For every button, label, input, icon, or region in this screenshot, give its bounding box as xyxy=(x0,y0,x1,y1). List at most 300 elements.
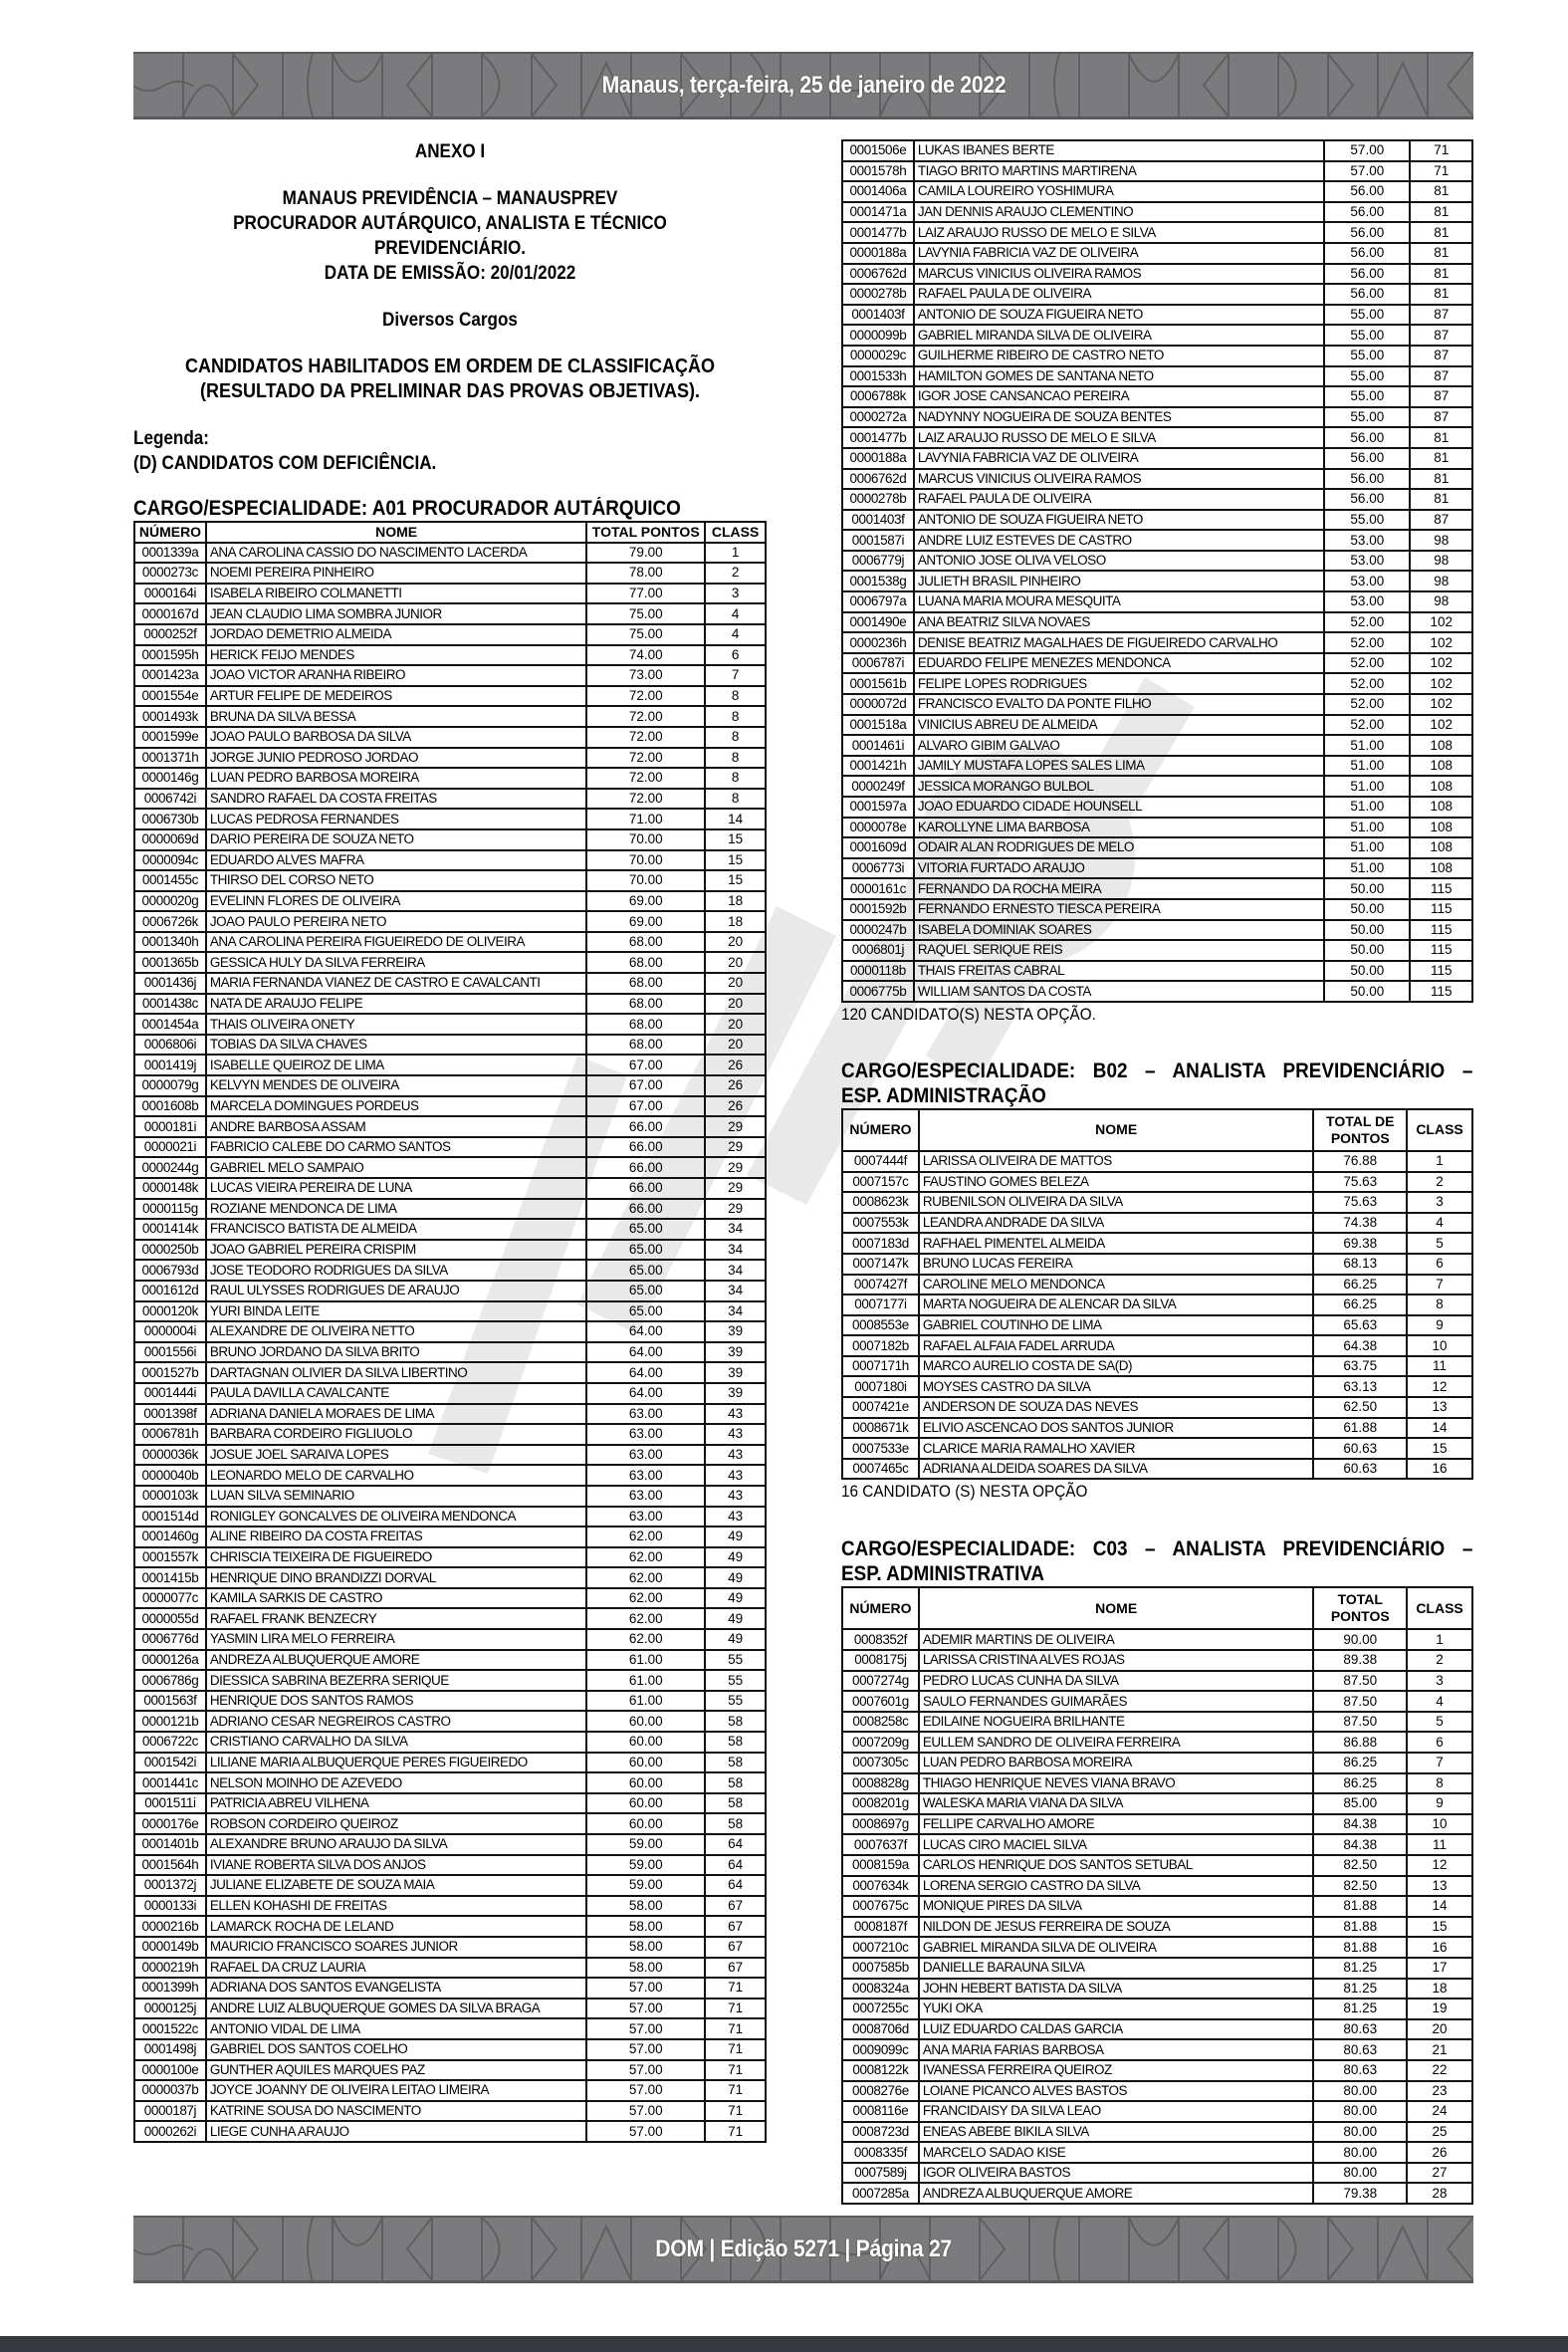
table-row xyxy=(842,776,1472,797)
total-points: 72.00 xyxy=(586,748,705,769)
total-points: 64.00 xyxy=(586,1321,705,1342)
candidate-number: 0008324a xyxy=(842,1979,919,1999)
candidate-name: DIESSICA SABRINA BEZERRA SERIQUE xyxy=(206,1670,586,1691)
classification: 8 xyxy=(705,706,766,727)
table-row xyxy=(134,952,766,973)
issue-date: DATA DE EMISSÃO: 20/01/2022 xyxy=(324,263,576,284)
classification: 81 xyxy=(1410,202,1472,223)
classification: 102 xyxy=(1410,673,1472,694)
candidate-number: 0007147k xyxy=(842,1254,919,1275)
classification: 34 xyxy=(705,1219,766,1240)
classification: 58 xyxy=(705,1732,766,1753)
classification: 20 xyxy=(705,1014,766,1035)
candidate-number: 0006779j xyxy=(842,551,914,572)
table-row xyxy=(134,1116,766,1137)
candidate-number: 0000247b xyxy=(842,920,914,941)
classification: 34 xyxy=(705,1240,766,1261)
candidate-name: LAIZ ARAUJO RUSSO DE MELO E SILVA xyxy=(914,222,1324,243)
table-row xyxy=(842,1418,1472,1439)
table-row xyxy=(842,837,1472,858)
table-row xyxy=(842,899,1472,920)
section-title-b02: CARGO/ESPECIALIDADE: B02 – ANALISTA PREVIDENCIÁRIO – xyxy=(841,1058,1473,1082)
candidate-number: 0000167d xyxy=(134,603,206,624)
candidate-number: 0007210c xyxy=(842,1937,919,1958)
candidate-name: ANDREZA ALBUQUERQUE AMORE xyxy=(206,1650,586,1671)
candidate-name: RONIGLEY GONCALVES DE OLIVEIRA MENDONCA xyxy=(206,1507,586,1528)
candidate-name: MARCUS VINICIUS OLIVEIRA RAMOS xyxy=(914,264,1324,285)
candidate-number: 0000188a xyxy=(842,448,914,469)
candidate-name: ANA BEATRIZ SILVA NOVAES xyxy=(914,612,1324,633)
classification: 26 xyxy=(705,1075,766,1096)
classification: 58 xyxy=(705,1753,766,1773)
total-points: 64.38 xyxy=(1313,1335,1407,1356)
candidate-number: 0001612d xyxy=(134,1281,206,1301)
classification: 55 xyxy=(705,1691,766,1712)
total-points: 50.00 xyxy=(1324,899,1410,920)
total-points: 69.38 xyxy=(1313,1233,1407,1254)
table-row xyxy=(842,1438,1472,1459)
candidate-name: ADRIANO CESAR NEGREIROS CASTRO xyxy=(206,1711,586,1732)
candidate-name: THIAGO HENRIQUE NEVES VIANA BRAVO xyxy=(919,1773,1314,1794)
left-column xyxy=(133,139,767,2143)
classification: 20 xyxy=(1407,2019,1472,2040)
candidate-number: 0008671k xyxy=(842,1418,919,1439)
classification: 20 xyxy=(705,952,766,973)
total-points: 61.88 xyxy=(1313,1418,1407,1439)
total-points: 51.00 xyxy=(1324,818,1410,838)
total-points: 51.00 xyxy=(1324,735,1410,756)
candidate-name: LAVYNIA FABRICIA VAZ DE OLIVEIRA xyxy=(914,448,1324,469)
candidate-number: 0000120k xyxy=(134,1301,206,1322)
total-points: 65.00 xyxy=(586,1219,705,1240)
total-points: 81.88 xyxy=(1313,1937,1407,1958)
candidate-number: 0008122k xyxy=(842,2060,919,2081)
candidate-name: EULLEM SANDRO DE OLIVEIRA FERREIRA xyxy=(919,1732,1314,1753)
candidate-number: 0008276e xyxy=(842,2081,919,2102)
classification: 64 xyxy=(705,1855,766,1876)
candidate-name: CARLOS HENRIQUE DOS SANTOS SETUBAL xyxy=(919,1855,1314,1876)
candidate-name: LUKAS IBANES BERTE xyxy=(914,140,1324,161)
positions-line-cont: PREVIDENCIÁRIO. xyxy=(373,238,527,259)
candidate-name: HAMILTON GOMES DE SANTANA NETO xyxy=(914,366,1324,387)
table-row xyxy=(134,1240,766,1261)
classification: 108 xyxy=(1410,756,1472,777)
candidate-number: 0000126a xyxy=(134,1650,206,1671)
candidate-name: GUNTHER AQUILES MARQUES PAZ xyxy=(206,2060,586,2081)
classification: 23 xyxy=(1407,2081,1472,2102)
classification: 7 xyxy=(1407,1275,1472,1295)
classification: 71 xyxy=(705,1999,766,2019)
classification: 8 xyxy=(705,686,766,707)
candidate-number: 0000181i xyxy=(134,1116,206,1137)
table-row xyxy=(134,2039,766,2060)
candidate-number: 0006801j xyxy=(842,940,914,961)
classification: 27 xyxy=(1407,2163,1472,2184)
candidate-name: LIEGE CUNHA ARAUJO xyxy=(206,2121,586,2142)
classification: 115 xyxy=(1410,940,1472,961)
total-points: 74.00 xyxy=(586,645,705,666)
table-row xyxy=(842,735,1472,756)
candidate-number: 0001471a xyxy=(842,202,914,223)
candidate-name: THAIS OLIVEIRA ONETY xyxy=(206,1014,586,1035)
table-row xyxy=(134,1875,766,1896)
candidate-number: 0000100e xyxy=(134,2060,206,2081)
classification: 43 xyxy=(705,1507,766,1528)
classification: 28 xyxy=(1407,2183,1472,2204)
table-row xyxy=(134,1445,766,1466)
classification: 108 xyxy=(1410,797,1472,818)
candidate-number: 0007255c xyxy=(842,1999,919,2019)
classification: 10 xyxy=(1407,1335,1472,1356)
total-points: 71.00 xyxy=(586,809,705,829)
table-row xyxy=(842,612,1472,633)
classification: 15 xyxy=(1407,1917,1472,1938)
classification: 4 xyxy=(1407,1213,1472,1234)
total-points: 51.00 xyxy=(1324,776,1410,797)
candidate-number: 0000146g xyxy=(134,768,206,789)
classification: 25 xyxy=(1407,2122,1472,2143)
candidate-name: LORENA SERGIO CASTRO DA SILVA xyxy=(919,1876,1314,1897)
total-points: 86.88 xyxy=(1313,1732,1407,1753)
table-row xyxy=(134,1896,766,1917)
candidate-name: IGOR JOSE CANSANCAO PEREIRA xyxy=(914,386,1324,407)
table-row xyxy=(842,1294,1472,1315)
total-points: 60.00 xyxy=(586,1813,705,1834)
classification: 58 xyxy=(705,1813,766,1834)
candidate-name: CLARICE MARIA RAMALHO XAVIER xyxy=(919,1438,1313,1459)
table-row xyxy=(134,727,766,748)
classification: 12 xyxy=(1407,1376,1472,1397)
candidate-name: ANDREZA ALBUQUERQUE AMORE xyxy=(919,2183,1314,2204)
total-points: 82.50 xyxy=(1313,1855,1407,1876)
classification: 87 xyxy=(1410,325,1472,346)
classification: 71 xyxy=(705,2018,766,2039)
candidate-number: 0001461i xyxy=(842,735,914,756)
table-row xyxy=(134,932,766,953)
candidate-name: EDUARDO ALVES MAFRA xyxy=(206,850,586,871)
candidate-number: 0000077c xyxy=(134,1588,206,1609)
table-row xyxy=(134,829,766,850)
candidate-name: EVELINN FLORES DE OLIVEIRA xyxy=(206,891,586,912)
col-header-number: NÚMERO xyxy=(842,1587,919,1629)
total-points: 63.00 xyxy=(586,1424,705,1445)
candidate-name: MAURICIO FRANCISCO SOARES JUNIOR xyxy=(206,1937,586,1958)
total-points: 84.38 xyxy=(1313,1834,1407,1855)
candidate-name: YASMIN LIRA MELO FERREIRA xyxy=(206,1629,586,1650)
candidate-number: 0006793d xyxy=(134,1260,206,1281)
table-row xyxy=(134,1691,766,1712)
classification: 39 xyxy=(705,1362,766,1383)
subtitle: Diversos Cargos xyxy=(382,310,518,331)
candidate-number: 0001609d xyxy=(842,837,914,858)
candidate-number: 0007533e xyxy=(842,1438,919,1459)
table-row xyxy=(842,632,1472,653)
classification: 1 xyxy=(1407,1151,1472,1172)
classification: 3 xyxy=(1407,1671,1472,1692)
classification: 102 xyxy=(1410,715,1472,736)
candidate-name: ANDRE BARBOSA ASSAM xyxy=(206,1116,586,1137)
table-row xyxy=(134,2121,766,2142)
candidate-name: NADYNNY NOGUEIRA DE SOUZA BENTES xyxy=(914,407,1324,428)
classification: 67 xyxy=(705,1896,766,1917)
table-row xyxy=(134,1588,766,1609)
candidate-number: 0001399h xyxy=(134,1978,206,1999)
candidate-name: JOAO PAULO PEREIRA NETO xyxy=(206,911,586,932)
candidate-name: FERNANDO ERNESTO TIESCA PEREIRA xyxy=(914,899,1324,920)
candidate-name: MARCUS VINICIUS OLIVEIRA RAMOS xyxy=(914,469,1324,490)
candidate-name: ANTONIO VIDAL DE LIMA xyxy=(206,2018,586,2039)
total-points: 80.63 xyxy=(1313,2039,1407,2060)
candidate-name: YURI BINDA LEITE xyxy=(206,1301,586,1322)
classification: 22 xyxy=(1407,2060,1472,2081)
col-header-class: CLASS xyxy=(1407,1587,1472,1629)
total-points: 79.38 xyxy=(1313,2183,1407,2204)
total-points: 66.25 xyxy=(1313,1294,1407,1315)
classification: 43 xyxy=(705,1486,766,1507)
candidate-name: THIRSO DEL CORSO NETO xyxy=(206,870,586,891)
total-points: 52.00 xyxy=(1324,632,1410,653)
col-header-name: NOME xyxy=(919,1587,1314,1629)
table-row xyxy=(134,1281,766,1301)
table-row xyxy=(134,1301,766,1322)
candidate-name: ADRIANA DOS SANTOS EVANGELISTA xyxy=(206,1978,586,1999)
candidate-name: ALVARO GIBIM GALVAO xyxy=(914,735,1324,756)
candidate-number: 0008116e xyxy=(842,2101,919,2122)
candidate-number: 0001498j xyxy=(134,2039,206,2060)
classification: 29 xyxy=(705,1116,766,1137)
table-row xyxy=(842,489,1472,510)
total-points: 52.00 xyxy=(1324,612,1410,633)
table-row xyxy=(842,427,1472,448)
candidate-number: 0000021i xyxy=(134,1137,206,1158)
classification: 71 xyxy=(1410,161,1472,182)
candidate-number: 0008828g xyxy=(842,1773,919,1794)
classification: 2 xyxy=(705,563,766,584)
total-points: 81.88 xyxy=(1313,1896,1407,1917)
table-row xyxy=(134,1014,766,1035)
total-points: 65.00 xyxy=(586,1281,705,1301)
candidate-name: LUAN SILVA SEMINARIO xyxy=(206,1486,586,1507)
classification: 87 xyxy=(1410,510,1472,531)
table-row xyxy=(842,1712,1472,1733)
candidate-number: 0000069d xyxy=(134,829,206,850)
classification: 3 xyxy=(1407,1192,1472,1213)
candidate-name: DANIELLE BARAUNA SILVA xyxy=(919,1958,1314,1979)
table-row xyxy=(842,1151,1472,1172)
candidate-name: VINICIUS ABREU DE ALMEIDA xyxy=(914,715,1324,736)
table-row xyxy=(134,911,766,932)
candidate-name: VITORIA FURTADO ARAUJO xyxy=(914,858,1324,879)
table-row xyxy=(842,1275,1472,1295)
total-points: 63.00 xyxy=(586,1445,705,1466)
candidate-name: RAFAEL PAULA DE OLIVEIRA xyxy=(914,284,1324,305)
candidate-number: 0007183d xyxy=(842,1233,919,1254)
candidate-number: 0006775b xyxy=(842,981,914,1002)
total-points: 81.25 xyxy=(1313,1958,1407,1979)
candidate-name: FERNANDO DA ROCHA MEIRA xyxy=(914,878,1324,899)
total-points: 65.63 xyxy=(1313,1315,1407,1336)
candidate-name: ANA CAROLINA PEREIRA FIGUEIREDO DE OLIVEIRA xyxy=(206,932,586,953)
total-points: 72.00 xyxy=(586,727,705,748)
candidate-number: 0007180i xyxy=(842,1376,919,1397)
table-row xyxy=(134,1199,766,1220)
table-row xyxy=(842,469,1472,490)
total-points: 55.00 xyxy=(1324,305,1410,326)
total-points: 57.00 xyxy=(586,1978,705,1999)
candidate-number: 0000079g xyxy=(134,1075,206,1096)
classification: 29 xyxy=(705,1178,766,1199)
classification: 18 xyxy=(705,911,766,932)
classification: 39 xyxy=(705,1342,766,1363)
classification: 4 xyxy=(705,624,766,645)
candidate-number: 0001506e xyxy=(842,140,914,161)
total-points: 58.00 xyxy=(586,1958,705,1979)
candidate-number: 0000176e xyxy=(134,1813,206,1834)
col-header-points: TOTAL DE PONTOS xyxy=(1313,1109,1407,1151)
table-row xyxy=(842,858,1472,879)
candidate-name: BRUNA DA SILVA BESSA xyxy=(206,706,586,727)
table-row xyxy=(842,1172,1472,1193)
candidate-number: 0001527b xyxy=(134,1362,206,1383)
candidate-name: JOAO EDUARDO CIDADE HOUNSELL xyxy=(914,797,1324,818)
candidate-name: BRUNO LUCAS FEREIRA xyxy=(919,1254,1313,1275)
classification: 87 xyxy=(1410,386,1472,407)
total-points: 56.00 xyxy=(1324,469,1410,490)
candidate-number: 0008159a xyxy=(842,1855,919,1876)
candidate-name: BRUNO JORDANO DA SILVA BRITO xyxy=(206,1342,586,1363)
classification: 81 xyxy=(1410,448,1472,469)
table-row xyxy=(134,563,766,584)
candidate-number: 0008258c xyxy=(842,1712,919,1733)
candidate-name: LUIZ EDUARDO CALDAS GARCIA xyxy=(919,2019,1314,2040)
candidate-number: 0000250b xyxy=(134,1240,206,1261)
candidate-number: 0000094c xyxy=(134,850,206,871)
total-points: 74.38 xyxy=(1313,1213,1407,1234)
candidate-name: GABRIEL MIRANDA SILVA DE OLIVEIRA xyxy=(919,1937,1314,1958)
total-points: 53.00 xyxy=(1324,530,1410,551)
total-points: 62.00 xyxy=(586,1588,705,1609)
candidate-name: SAULO FERNANDES GUIMARÃES xyxy=(919,1691,1314,1712)
candidate-number: 0000278b xyxy=(842,489,914,510)
candidate-name: ANTONIO JOSE OLIVA VELOSO xyxy=(914,551,1324,572)
candidate-name: ARTUR FELIPE DE MEDEIROS xyxy=(206,686,586,707)
candidate-name: LEONARDO MELO DE CARVALHO xyxy=(206,1465,586,1486)
classification: 39 xyxy=(705,1321,766,1342)
total-points: 81.88 xyxy=(1313,1917,1407,1938)
total-points: 55.00 xyxy=(1324,407,1410,428)
total-points: 67.00 xyxy=(586,1096,705,1117)
total-points: 66.00 xyxy=(586,1116,705,1137)
candidate-number: 0009099c xyxy=(842,2039,919,2060)
candidate-number: 0000273c xyxy=(134,563,206,584)
total-points: 87.50 xyxy=(1313,1712,1407,1733)
candidate-name: KAROLLYNE LIMA BARBOSA xyxy=(914,818,1324,838)
classification: 1 xyxy=(1407,1629,1472,1650)
classification: 102 xyxy=(1410,632,1472,653)
table-row xyxy=(842,1958,1472,1979)
total-points: 85.00 xyxy=(1313,1793,1407,1814)
total-points: 80.00 xyxy=(1313,2122,1407,2143)
results-table-c03 xyxy=(841,1586,1473,2205)
classification: 13 xyxy=(1407,1397,1472,1418)
candidate-name: ANA MARIA FARIAS BARBOSA xyxy=(919,2039,1314,2060)
candidate-number: 0001477b xyxy=(842,427,914,448)
table-row xyxy=(842,1896,1472,1917)
classification: 71 xyxy=(705,1978,766,1999)
candidate-number: 0006788k xyxy=(842,386,914,407)
classification: 115 xyxy=(1410,878,1472,899)
candidate-number: 0007285a xyxy=(842,2183,919,2204)
total-points: 58.00 xyxy=(586,1896,705,1917)
candidate-name: WALESKA MARIA VIANA DA SILVA xyxy=(919,1793,1314,1814)
candidate-name: MARCELO SADAO KISE xyxy=(919,2142,1314,2163)
candidate-name: JOHN HEBERT BATISTA DA SILVA xyxy=(919,1979,1314,1999)
candidate-number: 0000036k xyxy=(134,1445,206,1466)
candidate-number: 0006786g xyxy=(134,1670,206,1691)
classification: 115 xyxy=(1410,961,1472,982)
candidate-number: 0007427f xyxy=(842,1275,919,1295)
classification: 102 xyxy=(1410,694,1472,715)
candidate-number: 0000249f xyxy=(842,776,914,797)
table-row xyxy=(842,530,1472,551)
table-row xyxy=(134,624,766,645)
classification: 14 xyxy=(705,809,766,829)
table-row xyxy=(842,1691,1472,1712)
candidate-name: YUKI OKA xyxy=(919,1999,1314,2019)
total-points: 80.00 xyxy=(1313,2081,1407,2102)
total-points: 57.00 xyxy=(586,2060,705,2081)
table-row xyxy=(842,940,1472,961)
candidate-name: DARTAGNAN OLIVIER DA SILVA LIBERTINO xyxy=(206,1362,586,1383)
classification: 87 xyxy=(1410,407,1472,428)
candidate-number: 0000219h xyxy=(134,1958,206,1979)
section-title-c03: CARGO/ESPECIALIDADE: C03 – ANALISTA PREVIDENCIÁRIO – xyxy=(841,1537,1473,1561)
table-header-row xyxy=(842,1587,1472,1629)
total-points: 60.00 xyxy=(586,1732,705,1753)
candidate-name: JAN DENNIS ARAUJO CLEMENTINO xyxy=(914,202,1324,223)
total-points: 72.00 xyxy=(586,686,705,707)
total-points: 82.50 xyxy=(1313,1876,1407,1897)
candidate-name: JORGE JUNIO PEDROSO JORDAO xyxy=(206,748,586,769)
total-points: 89.38 xyxy=(1313,1650,1407,1671)
table-row xyxy=(134,1753,766,1773)
classification: 4 xyxy=(705,603,766,624)
total-points: 62.00 xyxy=(586,1547,705,1568)
candidate-name: MARCO AURELIO COSTA DE SA(D) xyxy=(919,1356,1313,1377)
candidate-name: KAMILA SARKIS DE CASTRO xyxy=(206,1588,586,1609)
candidate-number: 0008723d xyxy=(842,2122,919,2143)
candidate-number: 0007305c xyxy=(842,1753,919,1773)
total-points: 69.00 xyxy=(586,911,705,932)
table-row xyxy=(134,1527,766,1547)
table-row xyxy=(134,768,766,789)
candidate-name: FAUSTINO GOMES BELEZA xyxy=(919,1172,1313,1193)
table-row xyxy=(842,1254,1472,1275)
candidate-number: 0000072d xyxy=(842,694,914,715)
candidate-name: FRANCISCO BATISTA DE ALMEIDA xyxy=(206,1219,586,1240)
total-points: 50.00 xyxy=(1324,981,1410,1002)
classification: 49 xyxy=(705,1629,766,1650)
total-points: 57.00 xyxy=(586,2121,705,2142)
candidate-name: CAROLINE MELO MENDONCA xyxy=(919,1275,1313,1295)
candidate-number: 0006730b xyxy=(134,809,206,829)
candidate-name: JESSICA MORANGO BULBOL xyxy=(914,776,1324,797)
candidate-name: TIAGO BRITO MARTINS MARTIRENA xyxy=(914,161,1324,182)
candidate-number: 0000187j xyxy=(134,2101,206,2122)
table-row xyxy=(842,797,1472,818)
candidate-name: ANTONIO DE SOUZA FIGUEIRA NETO xyxy=(914,305,1324,326)
candidate-number: 0001365b xyxy=(134,952,206,973)
